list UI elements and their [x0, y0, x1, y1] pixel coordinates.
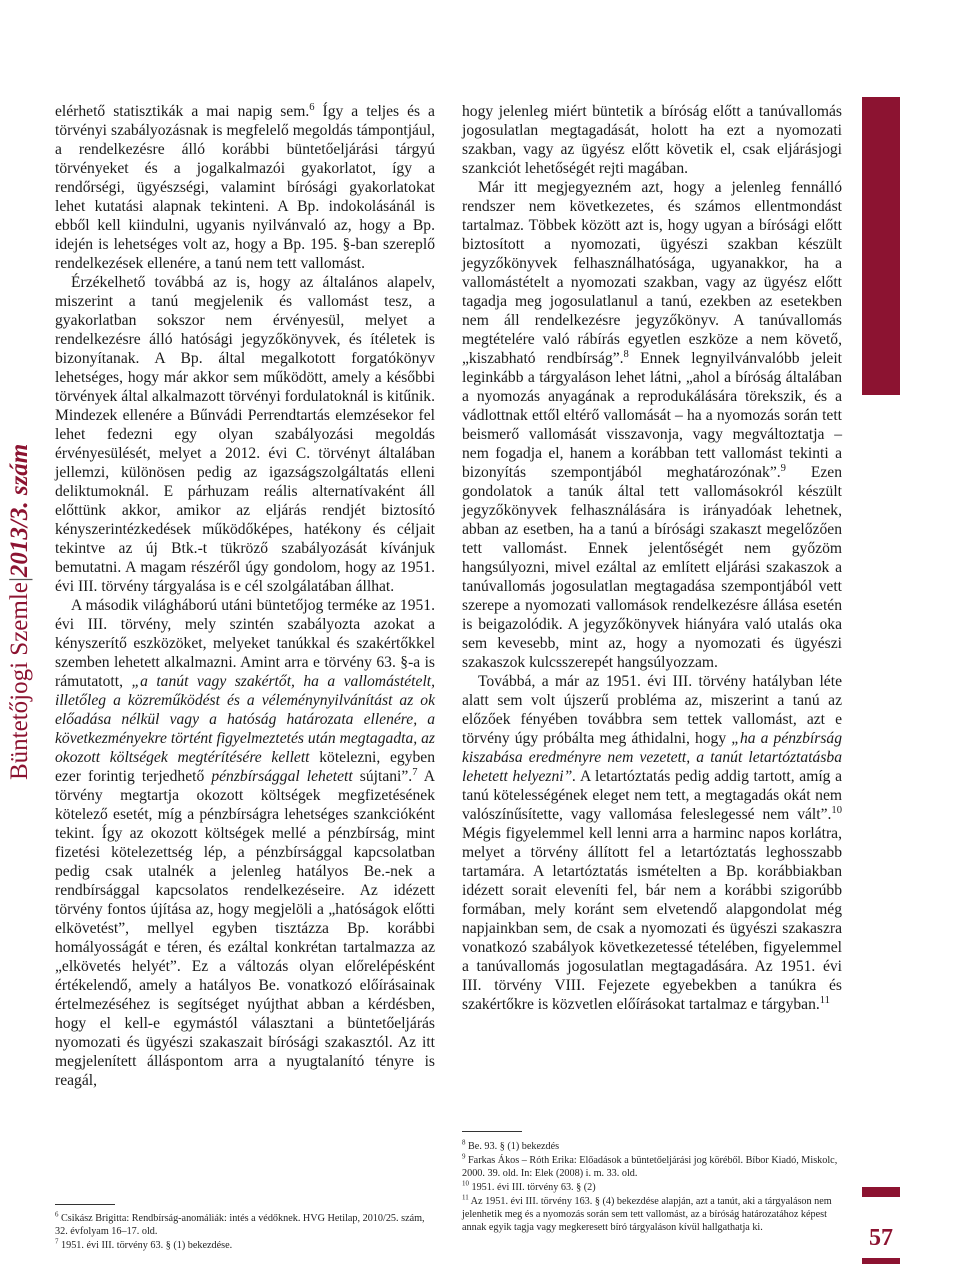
journal-sidebar: [862, 97, 900, 1197]
right-text-column: [462, 102, 842, 1014]
page-number: 57: [869, 1225, 893, 1251]
journal-title-vertical: Büntetőjogi Szemle|2013/3. szám: [6, 443, 33, 780]
footnotes-right: [462, 1140, 842, 1235]
footnote-number: 10: [462, 1180, 469, 1188]
footnote-number: 8: [462, 1139, 466, 1147]
footnote-text: Az 1951. évi III. törvény 163. § (4) bekezdése alapján, azt a tanút, aki a tárgyaláson nem jelenhetik meg és a nyomozás során sem tett vallomást, az a bíróság határozatához képest annak egyik tagja vagy megkeresett bíró tárgyaláson kívül hallgathatja ki.: [462, 1196, 832, 1233]
footnote-text: Be. 93. § (1) bekezdés: [465, 1141, 560, 1152]
footnotes-left: [55, 1212, 435, 1253]
footnote-number: 9: [462, 1153, 466, 1161]
footnote-number: 7: [55, 1238, 59, 1246]
footnote-text: Farkas Ákos – Róth Erika: Előadások a büntetőeljárási jog köréből. Bíbor Kiadó, Miskolc, 2000. 39. old. In: Elek (2008) i. m. 33. old.: [462, 1155, 838, 1179]
footnote: [462, 1195, 842, 1234]
footnote-number: 6: [55, 1211, 59, 1219]
paragraph: Érzékelhető továbbá az is, hogy az általános alapelv, miszerint a tanú megjelenik és vallomást tesz, a gyakorlatban sokszor nem érvényesül, melyet a rendelkezésre álló hatósági jegyzőkönyvek, és ítéletek is bizonyítanak. A Bp. által megalkotott forgatókönyv lehetséges, hogy már akkor sem működött, amely a későbbi törvények által alkalmazott törvényi fordulatoknál is kitűnik. Mindezek ellenére a Bűnvádi Perrendtartás elemzésekor fel lehet fedezni egy olyan szabályozási megoldás érvényesülését, melyet a 2012. évi C. törvényt általában jellemzi, különösen pedig az igazságszolgáltatás elleni deliktumoknál. E párhuzam reális alternatívaként áll előttünk akkor, amikor az eljárás rendjét biztosító kényszerintézkedések működőképes, hatékony és céljait tekintve az új Btk.-t tükröző szabályozását kívánjuk bemutatni. A magam részéről úgy gondolom, hogy az 1951. évi III. törvény tárgyalása is e cél szolgálatában állhat.: [55, 274, 435, 595]
paragraph: Már itt megjegyezném azt, hogy a jelenleg fennálló rendszer nem következetes, és számos ellentmondást tartalmaz. Többek között azt is, hogy ugyan a bírósági előtt biztosított a nyomozati, ügyészi szakban készült jegyzőkönyvek felhasználhatósága, ugyanakkor, ha a vallomástételt a nyomozati szakban, vagy az ügyész előtt tagadja meg jogosulatlanul a tanú, ezekben az esetekben nem áll rendelkezésre jegyzőkönyv. A tanúvallomás megtételére való rábírás egyetlen eszköze a nem követő, „kiszabható rendbírság”.$^8$ Ennek legnyilvánvalóbb jeleit leginkább a tárgyaláson lehet látni, „ahol a bíróság általában a nyomozás anyagának a reprodukálására törekszik, és a vádlottnak ettől eltérő vallomását – ha a nyomozás során tett beismerő vallomását visszavonja, vagy megváltoztatja – nem fogadja el, hanem a korábban tett vallomást tekinti a bizonyítás szempontjából meghatározónak”.$^9$ Ezen gondolatok a tanúk által tett vallomásokról készült jegyzőkönyvek felhasználására is irányadóak lehetnek, abban az esetben, ha a tanú a bírósági szakaszt megelőzően tett vallomást. Ennek jelentőségét nem győzöm hangsúlyozni, mivel ezáltal az említett eljárási szakaszok a tanúvallomás jogosulatlan megtagadása szempontjából vett szerepe a nyomozati vallomások rendelkezésre állása esetén is beigazolódik. A jegyzőkönyvek hiányára való utalás oka sem kevesebb, mint az, hogy a nyomozati és ügyészi szakaszok kulcsszerepét hangsúlyozzam.: [462, 179, 842, 671]
journal-name: Büntetőjogi Szemle: [6, 582, 33, 780]
footnote: [55, 1239, 435, 1252]
footnote-text: 1951. évi III. törvény 63. § (2): [468, 1182, 596, 1193]
paragraph: Továbbá, a már az 1951. évi III. törvény hatályban léte alatt sem volt újszerű probléma az, miszerint a tanú az előzőek fényében továbbra sem tettek vallomást, azt e törvény úgy próbálta meg áthidalni, hogy „ha a pénzbírság kiszabása eredményre nem vezetett, a tanút letartóztatásba lehetett helyezni”. A letartóztatás pedig addig tartott, amíg a tanú kötelességének eleget nem tett, a megtagadás okát nem valószínűsítette, vagy vallomása feleslegessé nem vált”.$^{10}$ Mégis figyelemmel kell lenni arra a harminc napos korlátra, melyet a törvény állított fel a letartóztatás leghosszabb tartamára. A letartóztatás ismételten a Bp. korábbiakban idézett sorait eleveníti fel, bár nem a korábbi szigorúbb formában, mely koránt sem elvetendő alapgondolat még napjainkban sem, de csak a nyomozati és ügyészi szakaszra vonatkozó szabályok következetessé tételében, figyelemmel a tanúvallomás jogosulatlan megtagadására. Az 1951. évi III. törvény VIII. Fejezete egyebekben a tanúkra és szakértőkre is közvetlen előírásokat tartalmaz e tárgyban.$^{11}$: [462, 673, 842, 1013]
footnote-divider: [462, 1131, 522, 1132]
footnote: [462, 1140, 842, 1153]
footnote: [462, 1181, 842, 1194]
footnote-divider: [55, 1204, 115, 1205]
sidebar-color-band: [862, 97, 900, 395]
footnote: [462, 1154, 842, 1180]
paragraph: elérhető statisztikák a mai napig sem.$^6$ Így a teljes és a törvényi szabályozásnak is megfelelő megoldás támpontjául, a rendelkezésre álló korábbi büntetőeljárási tárgyú törvényeket és a jogalkalmazói gyakorlatot, így a rendőrségi, ügyészségi, valamint bírósági gyakorlatokat lehet kutatási alapnak tekinteni. A Bp. indokolásánál is ebből kell kiindulni, ugyanis nyilvánvaló az, hogy a Bp. idején is lehetséges volt az, hogy a Bp. 195. §-ban szereplő rendelkezések ellenére, a tanú nem tett vallomást.: [55, 101, 435, 272]
footnote-text: 1951. évi III. törvény 63. § (1) bekezdése.: [58, 1240, 233, 1251]
sidebar-color-band-bottom: [862, 1187, 900, 1197]
footnote-text: Csikász Brigitta: Rendbírság-anomáliák: intés a védőknek. HVG Hetilap, 2010/25. szám, 32. évfolyam 16–17. old.: [55, 1213, 425, 1237]
left-text-column: [55, 102, 435, 1090]
paragraph: hogy jelenleg miért büntetik a bíróság előtt a tanúvallomás jogosulatlan megtagadását, holott ha ezt a nyomozati szakban, vagy az ügyész előtt követik el, csak eljárásjogi szankciót lehetőségét rejti magában.: [462, 103, 842, 177]
footnote-number: 11: [462, 1194, 469, 1202]
page-number-bar: [862, 1258, 900, 1264]
footnote: [55, 1212, 435, 1238]
journal-issue: 2013/3. szám: [6, 443, 33, 578]
paragraph: A második világháború utáni büntetőjog terméke az 1951. évi III. törvény, mely szintén szabályozta azokat a kényszerítő eszközöket, melyeket tanúkkal és szakértőkkel szemben lehetett alkalmazni. Amint arra e törvény 63. §-a is rámutatott, „a tanút vagy szakértőt, ha a vallomástételt, illetőleg a közreműködést és a véleménynyilvánítást az ok előadása nélkül vagy a hatóság határozata ellenére, a következményekre történt figyelmeztetés után megtagadta, az okozott költségek megtérítésére kellett kötelezni, egyben ezer forintig terjedhető pénzbírsággal lehetett sújtani”.$^7$ A törvény megtartja okozott költségek megfizetésének kötelező esetét, míg a pénzbírságra lehetséges szankcióként tekint. Így az okozott költségek mellé a pénzbírság, mint fizetési kötelezettség lép, a pénzbírsággal kapcsolatban pedig csak utalnék a jelenleg hatályos Be.-nek a rendbírsággal kapcsolatos rendelkezéseire. Az idézett törvény fontos újítása az, hogy megjelöli a „hatóságok előtti elkövetést”, mellyel egyben tisztázza Bp. korábbi homályosságát e téren, és ezáltal konkrétan tartalmazza az „elkövetés helyét”. Ez a változás olyan előrelépésként értékelendő, amely a hatályos Be. vonatkozó előírásainak értelmezéséhez is segítséget nyújthat abban a kérdésben, hogy el kell-e egymástól választani a büntetőeljárás nyomozati és ügyészi szakaszait bírósági szakasztól. Az itt megjelenített álláspontom arra a nyugtalanító tényre is reagál,: [55, 597, 436, 1089]
